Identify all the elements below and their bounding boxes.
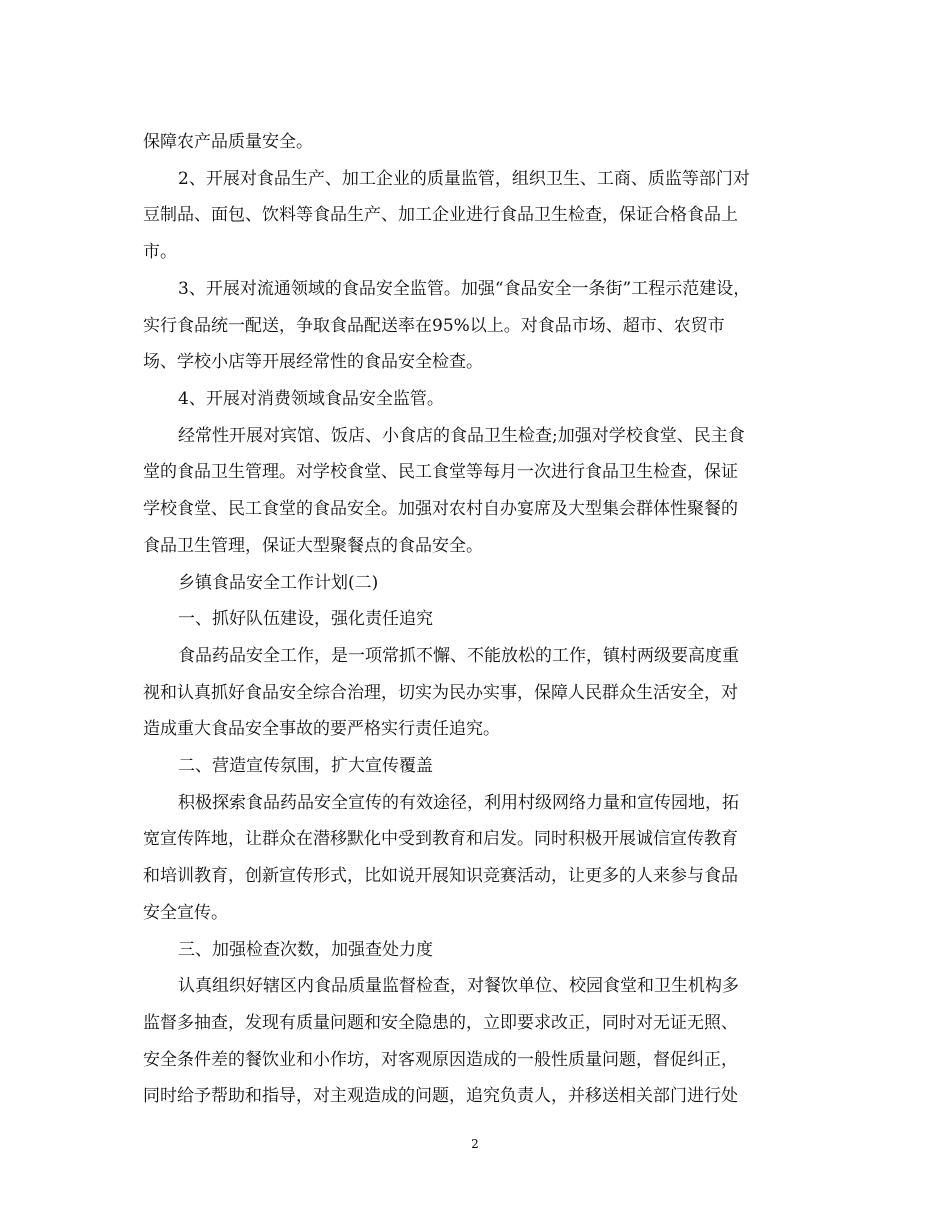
text-line: 豆制品、面包、饮料等食品生产、加工企业进行食品卫生检查，保证合格食品上 bbox=[143, 205, 738, 225]
text-line: 同时给予帮助和指导，对主观造成的问题，追究负责人，并移送相关部门进行处 bbox=[143, 1086, 738, 1106]
text-line: 和培训教育，创新宣传形式，比如说开展知识竞赛活动，让更多的人来参与食品 bbox=[143, 866, 738, 886]
text-line: 市。 bbox=[143, 242, 177, 262]
text-line: 场、学校小店等开展经常性的食品安全检查。 bbox=[143, 352, 483, 372]
page-number: 2 bbox=[471, 1137, 479, 1151]
text-line: 4、开展对消费领域食品安全监管。 bbox=[178, 389, 444, 409]
text-line: 保障农产品质量安全。 bbox=[143, 132, 313, 152]
text-line: 食品卫生管理，保证大型聚餐点的食品安全。 bbox=[143, 536, 483, 556]
text-line: 经常性开展对宾馆、饭店、小食店的食品卫生检查;加强对学校食堂、民主食 bbox=[178, 426, 745, 446]
text-line: 宽宣传阵地，让群众在潜移默化中受到教育和启发。同时积极开展诚信宣传教育 bbox=[143, 829, 738, 849]
text-line: 学校食堂、民工食堂的食品安全。加强对农村自办宴席及大型集会群体性聚餐的 bbox=[143, 499, 738, 519]
section-title: 乡镇食品安全工作计划(二) bbox=[178, 573, 379, 593]
text-line: 食品药品安全工作，是一项常抓不懈、不能放松的工作，镇村两级要高度重 bbox=[178, 646, 739, 666]
text-line: 积极探索食品药品安全宣传的有效途径，利用村级网络力量和宣传园地，拓 bbox=[178, 793, 739, 813]
section-heading: 一、抓好队伍建设，强化责任追究 bbox=[178, 609, 433, 629]
section-heading: 三、加强检查次数，加强查处力度 bbox=[178, 940, 433, 960]
text-line: 3、开展对流通领域的食品安全监管。加强“食品安全一条街”工程示范建设， bbox=[178, 279, 751, 299]
text-line: 视和认真抓好食品安全综合治理，切实为民办实事，保障人民群众生活安全，对 bbox=[143, 683, 738, 703]
text-line: 安全宣传。 bbox=[143, 903, 228, 923]
text-line: 认真组织好辖区内食品质量监督检查，对餐饮单位、校园食堂和卫生机构多 bbox=[178, 976, 739, 996]
text-line: 实行食品统一配送，争取食品配送率在95%以上。对食品市场、超市、农贸市 bbox=[143, 316, 725, 336]
text-line: 造成重大食品安全事故的要严格实行责任追究。 bbox=[143, 719, 500, 739]
text-line: 监督多抽查，发现有质量问题和安全隐患的，立即要求改正，同时对无证无照、 bbox=[143, 1013, 738, 1033]
text-line: 2、开展对食品生产、加工企业的质量监管，组织卫生、工商、质监等部门对 bbox=[178, 169, 750, 189]
text-line: 堂的食品卫生管理。对学校食堂、民工食堂等每月一次进行食品卫生检查，保证 bbox=[143, 462, 738, 482]
section-heading: 二、营造宣传氛围，扩大宣传覆盖 bbox=[178, 756, 433, 776]
text-line: 安全条件差的餐饮业和小作坊，对客观原因造成的一般性质量问题，督促纠正， bbox=[143, 1050, 738, 1070]
